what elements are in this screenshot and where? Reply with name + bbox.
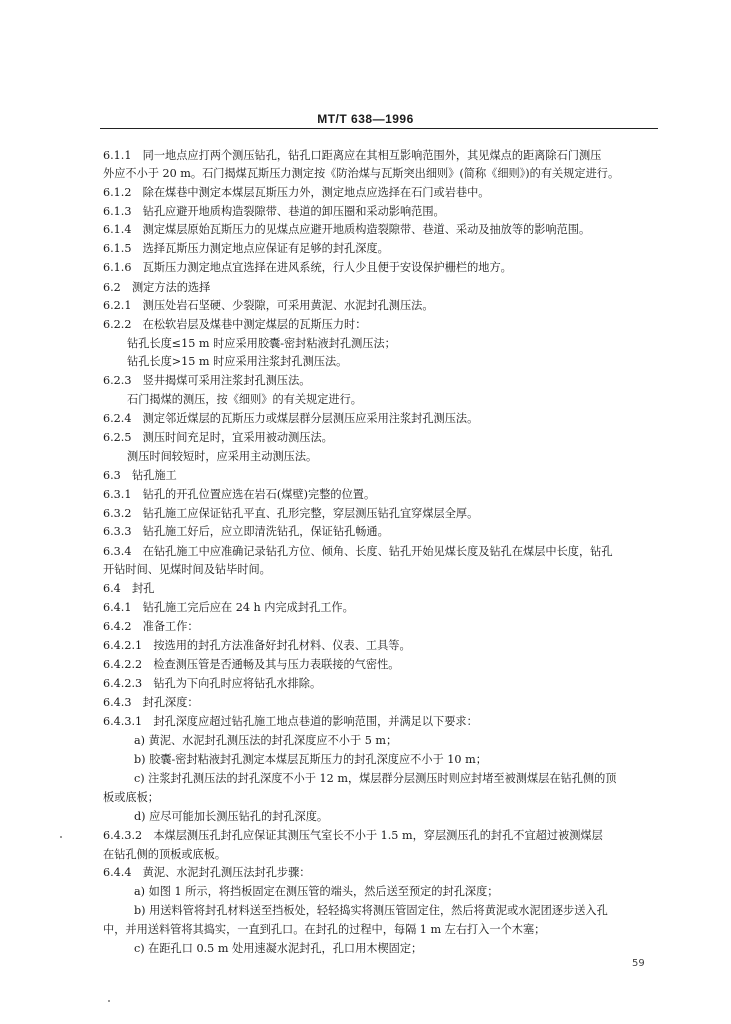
text-line: 6.1.4 测定煤层原始瓦斯压力的见煤点应避开地质构造裂隙带、巷道、采动及抽放等的影响范围。 [103, 223, 591, 236]
text-line: 6.2.2 在松软岩层及煤巷中测定煤层的瓦斯压力时： [103, 318, 367, 331]
page-header: MT/T 638—1996 [317, 112, 414, 126]
text-line: 6.4.3 封孔深度： [103, 696, 199, 709]
text-line: 石门揭煤的测压，按《细则》的有关规定进行。 [127, 393, 362, 406]
text-line: 6.3.4 在钻孔施工中应准确记录钻孔方位、倾角、长度、钻孔开始见煤长度及钻孔在煤层中长度，钻孔 [103, 545, 613, 558]
text-line: 6.1.1 同一地点应打两个测压钻孔，钻孔口距离应在其相互影响范围外，其见煤点的距离除石门测压 [103, 149, 602, 162]
text-line: 6.3.3 钻孔施工好后，应立即清洗钻孔，保证钻孔畅通。 [103, 525, 389, 538]
text-line: 测压时间较短时，应采用主动测压法。 [127, 450, 318, 463]
text-line: 6.4.4 黄泥、水泥封孔测压法封孔步骤： [103, 866, 311, 879]
text-line: 6.2 测定方法的选择 [103, 281, 211, 294]
text-line: b) 用送料管将封孔材料送至挡板处，轻轻捣实将测压管固定住，然后将黄泥或水泥团逐步送入孔 [134, 904, 608, 917]
text-line: 6.4.2.3 钻孔为下向孔时应将钻孔水排除。 [103, 677, 322, 690]
text-line: 6.1.5 选择瓦斯压力测定地点应保证有足够的封孔深度。 [103, 242, 389, 255]
text-line: b) 胶囊-密封粘液封孔测定本煤层瓦斯压力的封孔深度应不小于 10 m； [134, 753, 487, 766]
text-line: 钻孔长度>15 m 时应采用注浆封孔测压法。 [127, 355, 348, 368]
text-line: a) 黄泥、水泥封孔测压法的封孔深度应不小于 5 m； [134, 734, 398, 747]
text-line: c) 注浆封孔测压法的封孔深度不小于 12 m，煤层群分层测压时则应封堵至被测煤层在钻孔侧的顶 [134, 772, 617, 785]
text-line: 板或底板； [103, 791, 159, 804]
text-line: 6.4.2.2 检查测压管是否通畅及其与压力表联接的气密性。 [103, 658, 400, 671]
text-line: d) 应尽可能加长测压钻孔的封孔深度。 [134, 810, 329, 823]
text-line: 6.1.6 瓦斯压力测定地点宜选择在进风系统，行人少且便于安设保护栅栏的地方。 [103, 261, 512, 274]
text-line: 6.4.3.2 本煤层测压孔封孔应保证其测压气室长不小于 1.5 m，穿层测压孔的封孔不宜超过被测煤层 [103, 829, 603, 842]
text-line: 在钻孔侧的顶板或底板。 [103, 848, 227, 861]
text-line: a) 如图 1 所示，将挡板固定在测压管的端头，然后送至预定的封孔深度； [134, 885, 499, 898]
text-line: 外应不小于 20 m。石门揭煤瓦斯压力测定按《防治煤与瓦斯突出细则》(简称《细则》)的有关规定进行。 [103, 167, 620, 180]
page-number: 59 [632, 958, 645, 969]
text-line: 6.4.2 准备工作： [103, 620, 199, 633]
text-line: 6.4.3.1 封孔深度应超过钻孔施工地点巷道的影响范围，并满足以下要求： [103, 715, 478, 728]
text-line: 6.2.3 竖井揭煤可采用注浆封孔测压法。 [103, 374, 311, 387]
scan-speck [60, 836, 62, 838]
text-line: 6.4.1 钻孔施工完后应在 24 h 内完成封孔工作。 [103, 601, 354, 614]
text-line: 6.1.3 钻孔应避开地质构造裂隙带、巷道的卸压圈和采动影响范围。 [103, 205, 445, 218]
text-line: 6.1.2 除在煤巷中测定本煤层瓦斯压力外，测定地点应选择在石门或岩巷中。 [103, 186, 490, 199]
text-line: 6.4 封孔 [103, 582, 155, 595]
text-line: 6.3.1 钻孔的开孔位置应选在岩石(煤壁)完整的位置。 [103, 488, 376, 501]
text-line: 6.2.4 测定邻近煤层的瓦斯压力或煤层群分层测压应采用注浆封孔测压法。 [103, 412, 479, 425]
text-line: 6.3 钻孔施工 [103, 469, 177, 482]
text-line: 开钻时间、见煤时间及钻毕时间。 [103, 563, 271, 576]
text-line: 钻孔长度≤15 m 时应采用胶囊-密封粘液封孔测压法； [127, 337, 396, 350]
text-line: 6.2.1 测压处岩石坚硬、少裂隙，可采用黄泥、水泥封孔测压法。 [103, 299, 434, 312]
scan-speck [108, 1000, 110, 1002]
text-line: 6.4.2.1 按选用的封孔方法准备好封孔材料、仪表、工具等。 [103, 639, 411, 652]
text-line: 6.2.5 测压时间充足时，宜采用被动测压法。 [103, 431, 333, 444]
header-rule [100, 128, 658, 129]
text-line: 6.3.2 钻孔施工应保证钻孔平直、孔形完整，穿层测压钻孔宜穿煤层全厚。 [103, 507, 479, 520]
text-line: c) 在距孔口 0.5 m 处用速凝水泥封孔，孔口用木楔固定； [134, 942, 423, 955]
text-line: 中，并用送料管将其捣实，一直到孔口。在封孔的过程中，每隔 1 m 左右打入一个木塞； [103, 923, 546, 936]
